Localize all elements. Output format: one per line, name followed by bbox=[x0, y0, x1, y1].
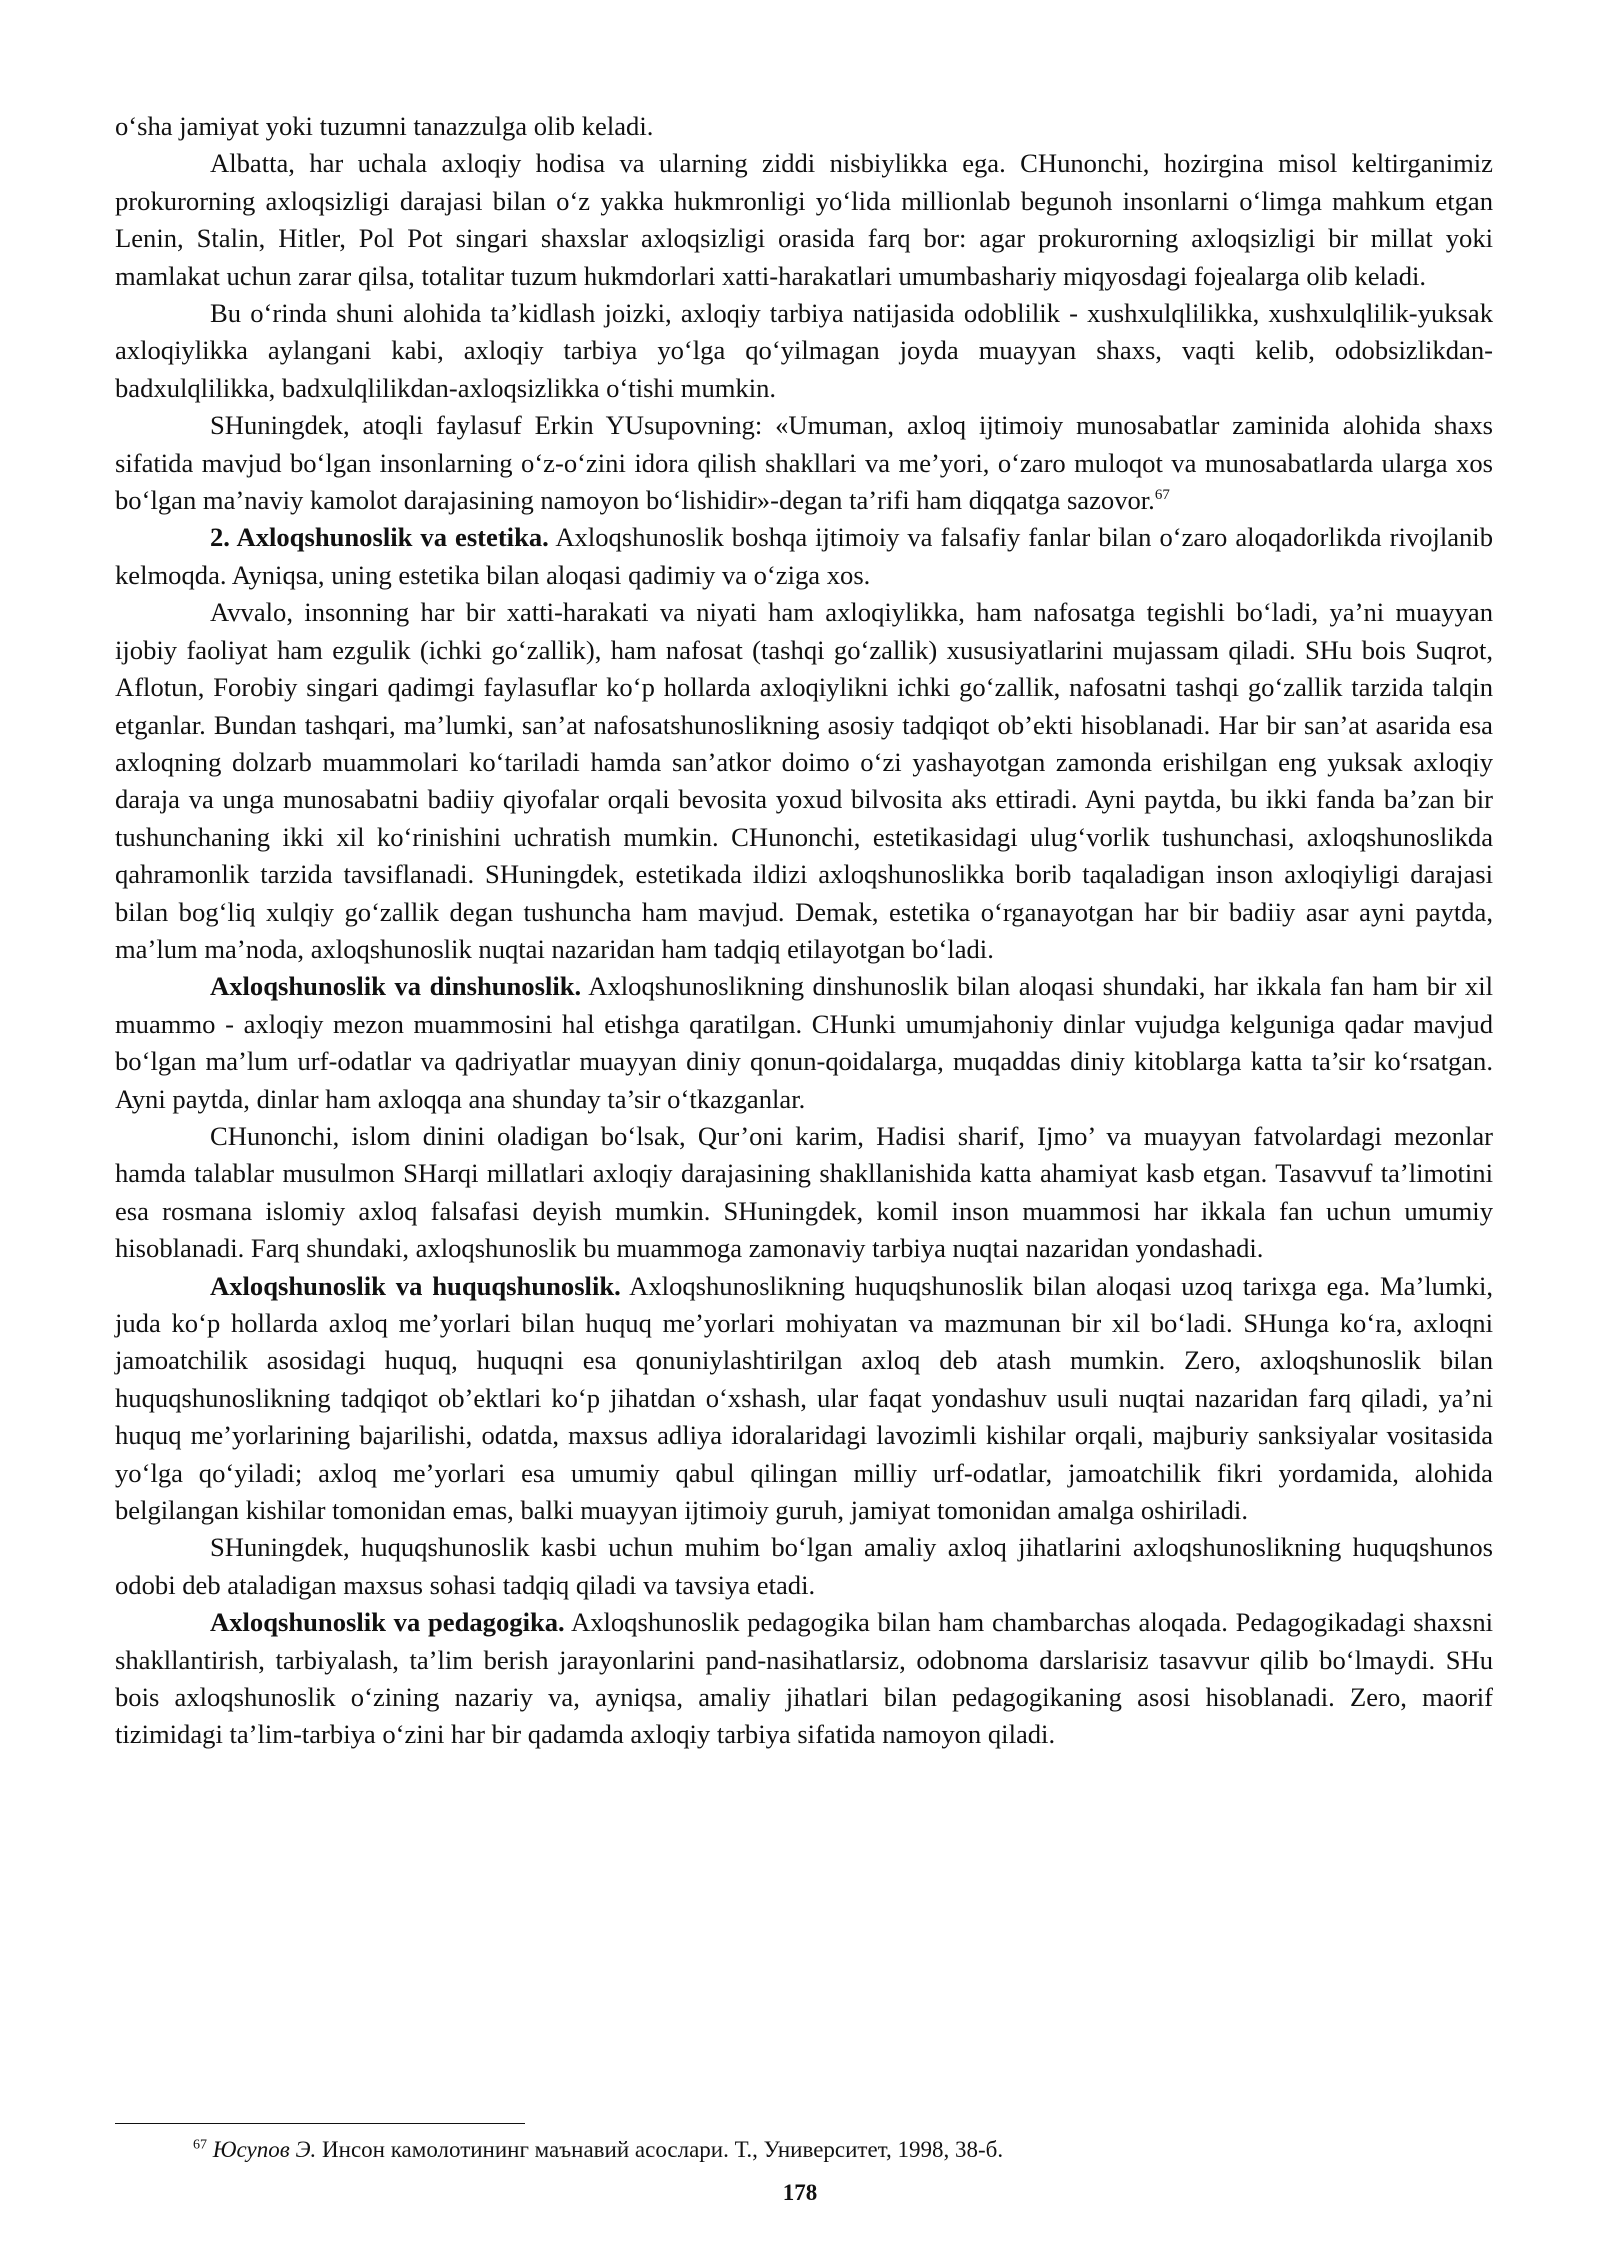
paragraph-text: Axloqshunoslikning dinshunoslik bilan aloqasi shundaki, har ikkala fan ham bir xil muammo - axloqiy mezon muammosini hal etishga qaratilgan. CHunki umumjahoniy dinlar vujudga kelguniga qadar mavjud bo‘lgan ma’lum urf-odatlar va qadriyatlar muayyan diniy qonun-qoidalarga, muqaddas diniy kitoblarga katta ta’sir ko‘rsatgan. Ayni paytda, dinlar ham axloqqa ana shunday ta’sir o‘tkazganlar. bbox=[115, 971, 1493, 1114]
paragraph-10 bbox=[115, 1604, 1493, 1754]
paragraph-6 bbox=[115, 968, 1493, 1118]
paragraph-7 bbox=[115, 1118, 1493, 1268]
paragraph-text: o‘sha jamiyat yoki tuzumni tanazzulga olib keladi. bbox=[115, 111, 654, 141]
footnote-number: 67 bbox=[193, 2137, 207, 2153]
paragraph-text: Axloqshunoslik pedagogika bilan ham chambarchas aloqada. Pedagogikadagi shaxsni shakllantirish, tarbiyalash, ta’lim berish jarayonlarini pand-nasihatlarsiz, odobnoma darslarisiz tasavvur qilib bo‘lmaydi. SHu bois axloqshunoslik o‘zining nazariy va, ayniqsa, amaliy jihatlari bilan pedagogikaning asosi hisoblanadi. Zero, maorif tizimidagi ta’lim-tarbiya o‘zini har bir qadamda axloqiy tarbiya sifatida namoyon qiladi. bbox=[115, 1607, 1493, 1750]
paragraph-4 bbox=[115, 519, 1493, 594]
paragraph-9 bbox=[115, 1529, 1493, 1604]
paragraph-8 bbox=[115, 1268, 1493, 1530]
footnote-author: Юсупов Э. bbox=[212, 2137, 317, 2162]
paragraph-text: Axloqshunoslik boshqa ijtimoiy va falsafiy fanlar bilan o‘zaro aloqadorlikda rivojlanib kelmoqda. Ayniqsa, uning estetika bilan aloqasi qadimiy va o‘ziga xos. bbox=[115, 522, 1493, 590]
paragraph-3 bbox=[115, 407, 1493, 519]
section-heading-pedagogika: Axloqshunoslik va pedagogika. bbox=[210, 1607, 565, 1638]
section-heading-estetika: 2. Axloqshunoslik va estetika. bbox=[210, 522, 549, 553]
paragraph-text: SHuningdek, huquqshunoslik kasbi uchun muhim bo‘lgan amaliy axloq jihatlarini axloqshunoslikning huquqshunos odobi deb ataladigan maxsus sohasi tadqiq qiladi va tavsiya etadi. bbox=[115, 1532, 1493, 1600]
paragraph-5 bbox=[115, 594, 1493, 968]
paragraph-text: Axloqshunoslikning huquqshunoslik bilan aloqasi uzoq tarixga ega. Ma’lumki, juda ko‘p hollarda axloq me’yorlari bilan huquq me’yorlari mohiyatan va mazmunan bir xil bo‘ladi. SHunga ko‘ra, axloqni jamoatchilik asosidagi huquq, huquqni esa qonuniylashtirilgan axloq deb atash mumkin. Zero, axloqshunoslik bilan huquqshunoslikning tadqiqot ob’ektlari ko‘p jihatdan o‘xshash, ular faqat yondashuv usuli nuqtai nazaridan farq qiladi, ya’ni huquq me’yorlarining bajarilishi, odatda, maxsus adliya idoralaridagi lavozimli kishilar orqali, majburiy sanksiyalar vositasida yo‘lga qo‘yiladi; axloq me’yorlari esa umumiy qabul qilingan milliy urf-odatlar, jamoatchilik fikri yordamida, alohida belgilangan kishilar tomonidan emas, balki muayyan ijtimoiy guruh, jamiyat tomonidan amalga oshiriladi. bbox=[115, 1270, 1493, 1526]
paragraph-text: Avvalo, insonning har bir xatti-harakati va niyati ham axloqiylikka, ham nafosatga tegishli bo‘ladi, ya’ni muayyan ijobiy faoliyat ham ezgulik (ichki go‘zallik), ham nafosat (tashqi go‘zallik) xususiyatlarini mujassam qiladi. SHu bois Suqrot, Aflotun, Forobiy singari qadimgi faylasuflar ko‘p hollarda axloqiylikni ichki go‘zallik, nafosatni tashqi go‘zallik tarzida talqin etganlar. Bundan tashqari, ma’lumki, san’at nafosatshunoslikning asosiy tadqiqot ob’ekti hisoblanadi. Har bir san’at asarida esa axloqning dolzarb muammolari ko‘tariladi hamda san’atkor doimo o‘zi yashayotgan zamonda erishilgan eng yuksak axloqiy daraja va unga munosabatni badiiy qiyofalar orqali bevosita yoxud bilvosita aks ettiradi. Ayni paytda, bu ikki fanda ba’zan bir tushunchaning ikki xil ko‘rinishini uchratish mumkin. CHunonchi, estetikasidagi ulug‘vorlik tushunchasi, axloqshunoslikda qahramonlik tarzida tavsiflanadi. SHuningdek, estetikada ildizi axloqshunoslikka borib taqaladigan inson axloqiyligi darajasi bilan bog‘liq xulqiy go‘zallik degan tushuncha ham mavjud. Demak, estetika o‘rganayotgan har bir badiiy asar ayni paytda, ma’lum ma’noda, axloqshunoslik nuqtai nazaridan ham tadqiq etilayotgan bo‘ladi. bbox=[115, 597, 1493, 964]
section-heading-dinshunoslik: Axloqshunoslik va dinshunoslik. bbox=[210, 971, 582, 1002]
footnote bbox=[193, 2135, 1003, 2165]
paragraph-text: SHuningdek, atoqli faylasuf Erkin YUsupovning: «Umuman, axloq ijtimoiy munosabatlar zaminida alohida shaxs sifatida mavjud bo‘lgan insonlarning o‘z-o‘zini idora qilish shakllari va me’yori, o‘zaro muloqot va munosabatlarda ularga xos bo‘lgan ma’naviy kamolot darajasining namoyon bo‘lishidir»-degan ta’rifi ham diqqatga sazovor. bbox=[115, 410, 1493, 516]
paragraph-text: CHunonchi, islom dinini oladigan bo‘lsak, Qur’oni karim, Hadisi sharif, Ijmo’ va muayyan fatvolardagi mezonlar hamda talablar musulmon SHarqi millatlari axloqiy darajasining shakllanishida katta ahamiyat kasb etgan. Tasavvuf ta’limotini esa rosmana islomiy axloq falsafasi deyish mumkin. SHuningdek, komil inson muammosi har ikkala fan uchun umumiy hisoblanadi. Farq shundaki, axloqshunoslik bu muammoga zamonaviy tarbiya nuqtai nazaridan yondashadi. bbox=[115, 1120, 1493, 1264]
footnote-divider bbox=[115, 2123, 525, 2124]
page-body bbox=[115, 108, 1493, 1754]
footnote-text: Инсон камолотининг маънавий асослари. Т., Университет, 1998, 38-б. bbox=[316, 2137, 1004, 2162]
paragraph-0 bbox=[115, 108, 1493, 145]
paragraph-text: Bu o‘rinda shuni alohida ta’kidlash joizki, axloqiy tarbiya natijasida odoblilik - xushxulqlilikka, xushxulqlilik-yuksak axloqiylikka aylangani kabi, axloqiy tarbiya yo‘lga qo‘yilmagan joyda muayyan shaxs, vaqti kelib, odobsizlikdan-badxulqlilikka, badxulqlilikdan-axloqsizlikka o‘tishi mumkin. bbox=[115, 298, 1493, 403]
paragraph-1 bbox=[115, 145, 1493, 295]
page-number: 178 bbox=[782, 2180, 818, 2205]
section-heading-huquqshunoslik: Axloqshunoslik va huquqshunoslik. bbox=[210, 1270, 621, 1301]
paragraph-text: Albatta, har uchala axloqiy hodisa va ularning ziddi nisbiylikka ega. CHunonchi, hozirgina misol keltirganimiz prokurorning axloqsizligi darajasi bilan o‘z yakka hukmronligi yo‘lida millionlab begunoh insonlarni o‘limga mahkum etgan Lenin, Stalin, Hitler, Pol Pot singari shaxslar axloqsizligi orasida farq bor: agar prokurorning axloqsizligi bir millat yoki mamlakat uchun zarar qilsa, totalitar tuzum hukmdorlari xatti-harakatlari umumbashariy miqyosdagi fojealarga olib keladi. bbox=[115, 148, 1493, 291]
paragraph-2 bbox=[115, 295, 1493, 407]
footnote-reference[interactable]: 67 bbox=[1154, 487, 1170, 504]
